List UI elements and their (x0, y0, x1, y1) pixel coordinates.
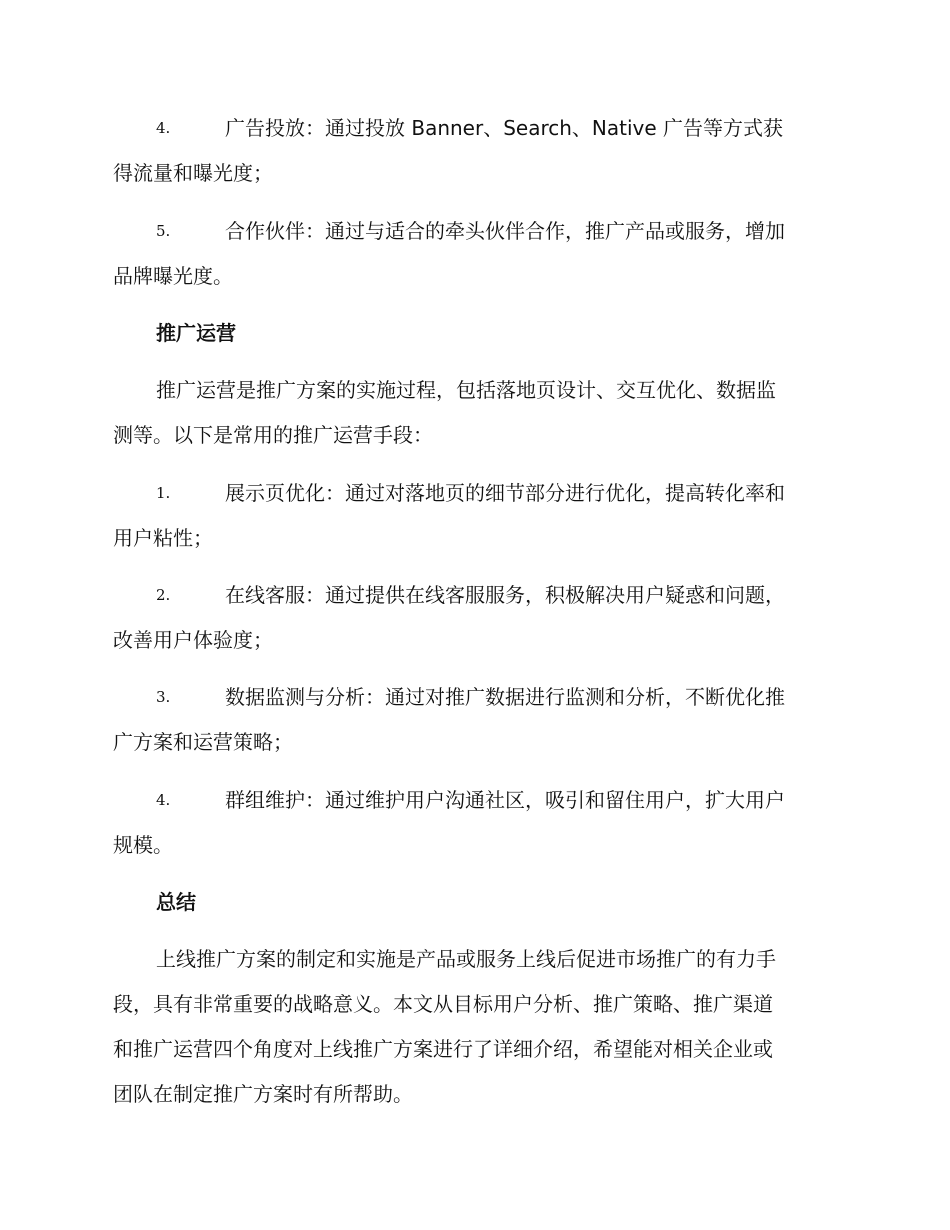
list-text-line: 用户粘性； (113, 526, 213, 550)
paragraph-line: 推广运营是推广方案的实施过程，包括落地页设计、交互优化、数据监 (156, 378, 776, 402)
list-text-line: 在线客服：通过提供在线客服服务，积极解决用户疑惑和问题， (225, 583, 785, 607)
list-text-line: 群组维护：通过维护用户沟通社区，吸引和留住用户，扩大用户 (225, 788, 785, 812)
section-heading-summary: 总结 (156, 890, 196, 914)
list-item (113, 778, 833, 868)
paragraph-line: 团队在制定推广方案时有所帮助。 (113, 1082, 413, 1106)
list-text-line: 广方案和运营策略； (113, 730, 293, 754)
paragraph-line: 测等。以下是常用的推广运营手段： (113, 423, 433, 447)
list-number: 2. (156, 586, 171, 604)
list-number: 1. (156, 484, 171, 502)
list-item (113, 675, 833, 765)
paragraph-line: 段，具有非常重要的战略意义。本文从目标用户分析、推广策略、推广渠道 (113, 992, 773, 1016)
list-text-line: 数据监测与分析：通过对推广数据进行监测和分析，不断优化推 (225, 685, 785, 709)
list-text-line: 广告投放：通过投放 Banner、Search、Native 广告等方式获 (225, 116, 784, 140)
list-number: 4. (156, 791, 171, 809)
list-text-line: 规模。 (113, 833, 173, 857)
list-text-line: 改善用户体验度； (113, 628, 273, 652)
list-text-line: 展示页优化：通过对落地页的细节部分进行优化，提高转化率和 (225, 481, 785, 505)
paragraph-summary (113, 937, 833, 1117)
paragraph-ops-intro (113, 368, 833, 458)
list-item (113, 471, 833, 561)
list-number: 3. (156, 688, 171, 706)
list-text-line: 合作伙伴：通过与适合的牵头伙伴合作，推广产品或服务，增加 (225, 219, 785, 243)
list-text-line: 得流量和曝光度； (113, 161, 273, 185)
paragraph-line: 上线推广方案的制定和实施是产品或服务上线后促进市场推广的有力手 (156, 947, 776, 971)
list-item (113, 573, 833, 663)
list-item (113, 209, 833, 299)
list-number: 4. (156, 119, 171, 137)
list-text-line: 品牌曝光度。 (113, 264, 233, 288)
list-number: 5. (156, 222, 171, 240)
section-heading-ops: 推广运营 (156, 321, 236, 345)
list-item (113, 106, 833, 196)
paragraph-line: 和推广运营四个角度对上线推广方案进行了详细介绍，希望能对相关企业或 (113, 1037, 773, 1061)
